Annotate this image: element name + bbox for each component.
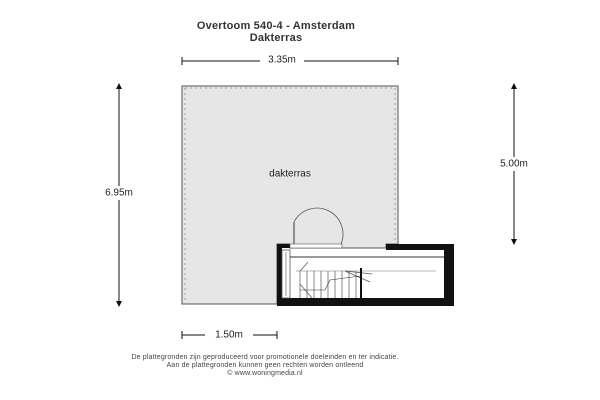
door-threshold bbox=[290, 244, 342, 248]
dimension-left bbox=[98, 86, 140, 304]
stair-post bbox=[360, 268, 362, 298]
stair-wall-top-left bbox=[277, 244, 290, 248]
stair-wall-top-right bbox=[386, 244, 454, 250]
disclaimer-line-2: Aan de plattegronden kunnen geen rechten worden ontleend bbox=[166, 362, 364, 369]
stair-wall-left bbox=[277, 244, 282, 306]
plan-title-floor: Dakterras bbox=[249, 32, 303, 44]
stair-block bbox=[277, 244, 454, 306]
dimension-top-label: 3.35m bbox=[268, 54, 296, 66]
dimension-bottom-label: 1.50m bbox=[215, 329, 243, 341]
stair-wall-right bbox=[444, 244, 454, 306]
plan-title-address: Overtoom 540-4 - Amsterdam bbox=[196, 20, 356, 32]
dimension-right bbox=[493, 86, 535, 242]
terrace-label: dakterras bbox=[269, 168, 311, 180]
dimension-left-label: 6.95m bbox=[105, 187, 133, 199]
disclaimer-line-1: De plattegronden zijn geproduceerd voor promotionele doeleinden en ter indicatie. bbox=[131, 354, 399, 361]
dimension-bottom bbox=[182, 328, 277, 342]
dimension-top bbox=[182, 53, 398, 67]
stair-wall-bottom bbox=[277, 298, 454, 306]
dimension-right-label: 5.00m bbox=[500, 158, 528, 170]
copyright-line: © www.woningmedia.nl bbox=[227, 370, 303, 377]
